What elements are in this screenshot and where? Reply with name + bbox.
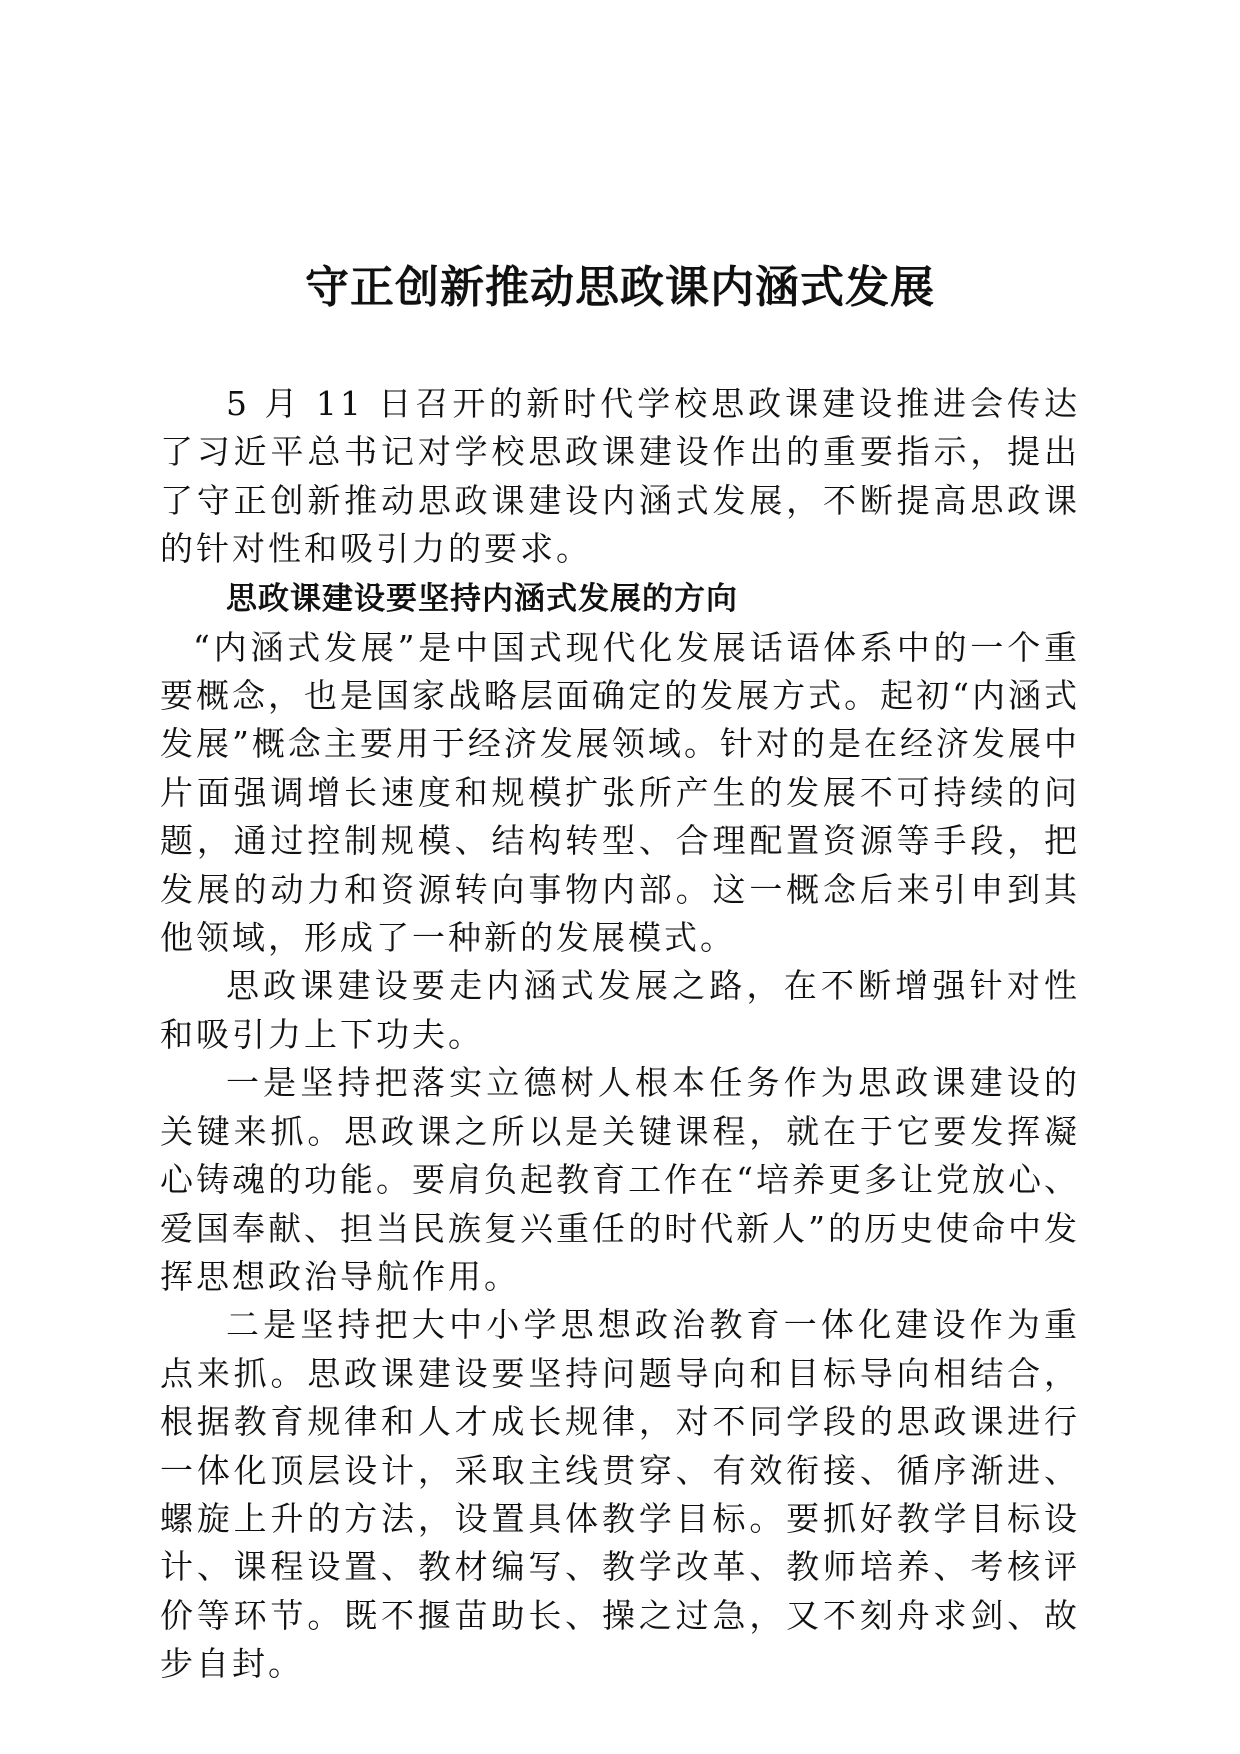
paragraph-concept: “内涵式发展”是中国式现代化发展话语体系中的一个重要概念，也是国家战略层面确定的发展方式。起初“内涵式发展”概念主要用于经济发展领域。针对的是在经济发展中片面强调增长速度和规模扩张所产生的发展不可持续的问题，通过控制规模、结构转型、合理配置资源等手段，把发展的动力和资源转向事物内部。这一概念后来引申到其他领域，形成了一种新的发展模式。	[160, 627, 1080, 958]
paragraph-point-one: 一是坚持把落实立德树人根本任务作为思政课建设的关键来抓。思政课之所以是关键课程，就在于它要发挥凝心铸魂的功能。要肩负起教育工作在“培养更多让党放心、爱国奉献、担当民族复兴重任的时代新人”的历史使命中发挥思想政治导航作用。	[160, 1063, 1080, 1296]
document-body	[160, 380, 1080, 1689]
document-title: 守正创新推动思政课内涵式发展	[305, 262, 935, 313]
section-heading: 思政课建设要坚持内涵式发展的方向	[226, 580, 738, 617]
paragraph-intro: 5 月 11 日召开的新时代学校思政课建设推进会传达了习近平总书记对学校思政课建设作出的重要指示，提出了守正创新推动思政课建设内涵式发展，不断提高思政课的针对性和吸引力的要求。	[160, 384, 1080, 569]
paragraph-point-two: 二是坚持把大中小学思想政治教育一体化建设作为重点来抓。思政课建设要坚持问题导向和目标导向相结合，根据教育规律和人才成长规律，对不同学段的思政课进行一体化顶层设计，采取主线贯穿、有效衔接、循序渐进、螺旋上升的方法，设置具体教学目标。要抓好教学目标设计、课程设置、教材编写、教学改革、教师培养、考核评价等环节。既不揠苗助长、操之过急，又不刻舟求剑、故步自封。	[160, 1305, 1080, 1684]
paragraph-path: 思政课建设要走内涵式发展之路，在不断增强针对性和吸引力上下功夫。	[160, 966, 1080, 1054]
